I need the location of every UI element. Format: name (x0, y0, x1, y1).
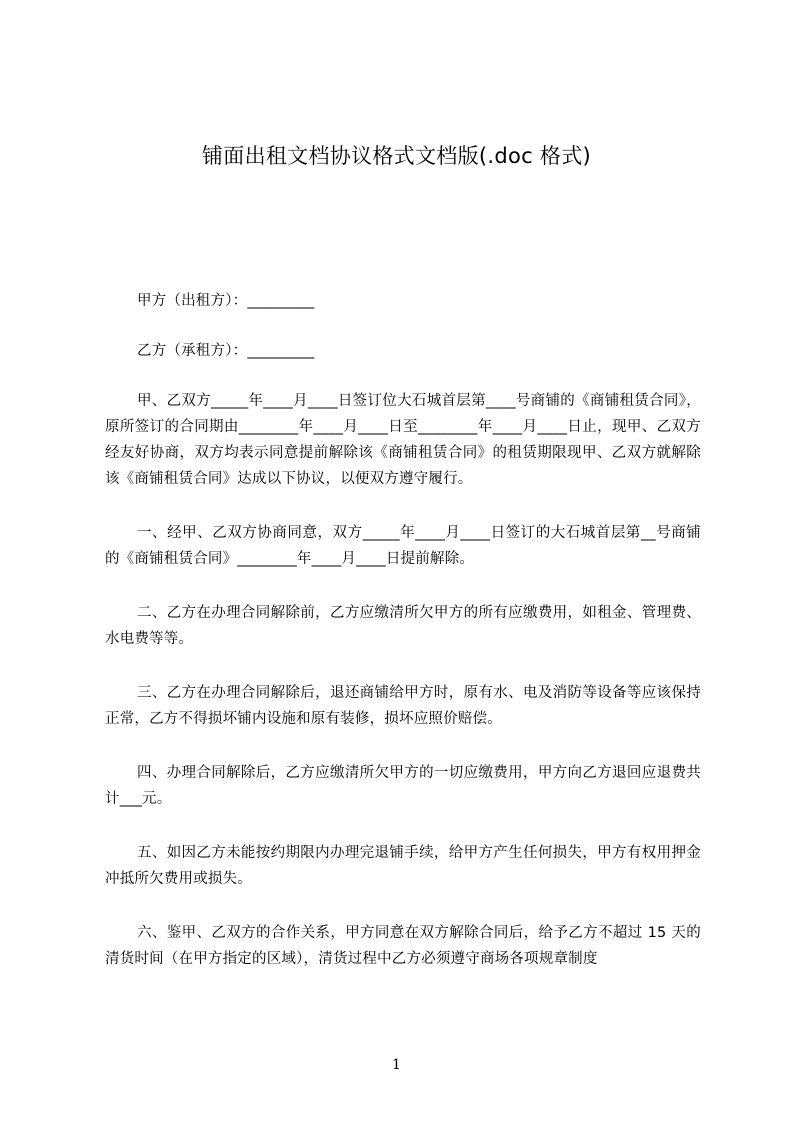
page-number: 1 (392, 1057, 401, 1073)
party-b-line: 乙方（承租方）：_________ (137, 343, 315, 359)
preamble-paragraph: 甲、乙双方_____年____月____日签订位大石城首层第____号商铺的《商铺租赁合同》，原所签订的合同期由________年____月____日至________年____月____日止，现甲、乙双方经友好协商，双方均表示同意提前解除该《商铺租赁合同》的租赁期限现甲、乙双方就解除该《商铺租赁合同》达成以下协议，以便双方遵守履行。 (105, 393, 701, 487)
clause-4-paragraph: 四、办理合同解除后，乙方应缴清所欠甲方的一切应缴费用，甲方向乙方退回应退费共计___元。 (105, 765, 701, 807)
clause-3-paragraph: 三、乙方在办理合同解除后，退还商铺给甲方时，原有水、电及消防等设备等应该保持正常，乙方不得损坏铺内设施和原有装修，损坏应照价赔偿。 (105, 685, 701, 727)
clause-1-paragraph: 一、经甲、乙双方协商同意，双方_____年____月____日签订的大石城首层第__号商铺的《商铺租赁合同》________年____月____日提前解除。 (105, 525, 701, 567)
document-body (105, 288, 701, 1000)
party-a-line: 甲方（出租方）：_________ (137, 293, 315, 309)
clause-5-paragraph: 五、如因乙方未能按约期限内办理完退铺手续，给甲方产生任何损失，甲方有权用押金冲抵所欠费用或损失。 (105, 845, 701, 887)
document-title: 铺面出租文档协议格式文档版(.doc 格式) (201, 144, 592, 168)
clause-6-paragraph: 六、鉴甲、乙双方的合作关系，甲方同意在双方解除合同后，给予乙方不超过 15 天的清货时间（在甲方指定的区域），清货过程中乙方必须遵守商场各项规章制度 (105, 925, 701, 967)
clause-2-paragraph: 二、乙方在办理合同解除前，乙方应缴清所欠甲方的所有应缴费用，如租金、管理费、水电费等等。 (105, 605, 701, 647)
